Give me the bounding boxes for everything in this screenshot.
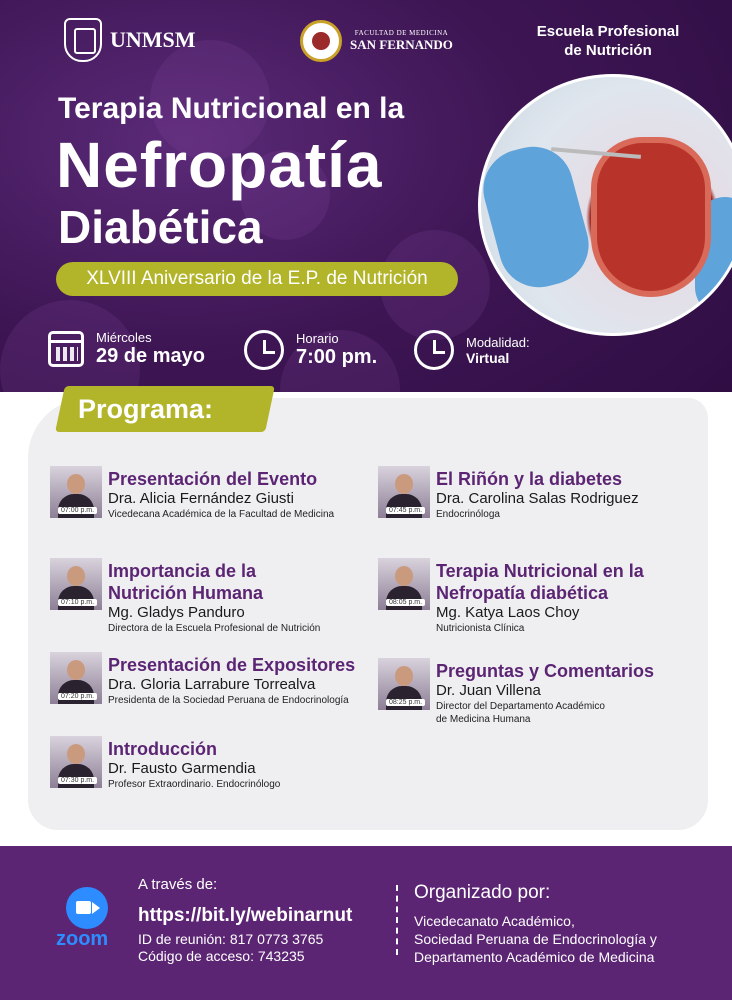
item-role: Presidenta de la Sociedad Peruana de Endocrinología [108, 695, 349, 706]
faculty-seal-icon [300, 20, 342, 62]
item-title-line-2: Nutrición Humana [108, 583, 264, 603]
clock-icon [414, 330, 454, 370]
passcode: Código de acceso: 743235 [138, 948, 305, 964]
title-line-2: Nefropatía [56, 129, 383, 201]
via-label: A través de: [138, 876, 218, 893]
organizer-line: Departamento Académico de Medicina [414, 949, 655, 965]
organizer-line: Vicedecanato Académico, [414, 913, 575, 929]
mode-label: Modalidad: [466, 334, 530, 350]
item-title: El Riñón y la diabetes [436, 469, 623, 489]
calendar-icon [48, 331, 84, 367]
anniversary-banner: XLVIII Aniversario de la E.P. de Nutrición [56, 262, 458, 296]
item-time: 08:25 p.m. [386, 699, 425, 706]
title-line-1: Terapia Nutricional en la [58, 92, 405, 125]
organizer-line: Sociedad Peruana de Endocrinología y [414, 931, 657, 947]
speaker-photo [378, 466, 430, 518]
university-name: UNMSM [110, 27, 196, 52]
mode-value: Virtual [466, 349, 510, 366]
organized-by-label: Organizado por: [414, 882, 551, 903]
item-title-line-2: Nefropatía diabética [436, 583, 609, 603]
organizers [414, 882, 657, 966]
item-role: Director del Departamento Académico [436, 701, 605, 712]
item-title: Terapia Nutricional en la [436, 561, 644, 581]
item-speaker: Dr. Fausto Garmendia [108, 760, 256, 777]
zoom-logo: zoom [56, 928, 109, 950]
access-info [138, 876, 352, 965]
date-value: 29 de mayo [96, 345, 205, 367]
item-speaker: Dra. Carolina Salas Rodriguez [436, 490, 639, 507]
speaker-photo [378, 658, 430, 710]
item-title: Preguntas y Comentarios [436, 661, 655, 681]
faculty-name: SAN FERNANDO [350, 37, 453, 52]
item-title: Introducción [108, 739, 217, 759]
time-value: 7:00 pm. [296, 346, 378, 368]
item-speaker: Mg. Gladys Panduro [108, 604, 245, 621]
clock-icon [244, 330, 284, 370]
speaker-photo [50, 466, 102, 518]
kidney-illustration [591, 137, 711, 297]
kidney-photo [478, 74, 732, 336]
school-name: Escuela Profesional de Nutrición [536, 23, 680, 59]
item-title: Importancia de la [108, 561, 257, 581]
day-label: Miércoles [96, 330, 152, 345]
university-crest-icon [64, 18, 102, 62]
item-role: Endocrinóloga [436, 509, 500, 520]
item-speaker: Mg. Katya Laos Choy [436, 604, 580, 621]
unmsm-logo [64, 18, 196, 62]
item-role: Vicedecana Académica de la Facultad de Medicina [108, 509, 335, 520]
mode-info [414, 330, 530, 370]
date-info [48, 330, 205, 368]
item-title: Presentación del Evento [108, 469, 318, 489]
item-role: Directora de la Escuela Profesional de Nutrición [108, 623, 321, 634]
item-speaker: Dr. Juan Villena [436, 682, 541, 699]
meeting-id: ID de reunión: 817 0773 3765 [138, 931, 324, 947]
item-role-line-2: de Medicina Humana [436, 714, 531, 725]
item-speaker: Dra. Alicia Fernández Giusti [108, 490, 294, 507]
item-role: Nutricionista Clínica [436, 623, 525, 634]
item-time: 07:10 p.m. [58, 599, 97, 606]
faculty-small-label: FACULTAD DE MEDICINA [354, 29, 449, 37]
speaker-photo [50, 652, 102, 704]
item-speaker: Dra. Gloria Larrabure Torrealva [108, 676, 316, 693]
speaker-photo [378, 558, 430, 610]
program-heading: Programa: [55, 386, 275, 432]
faculty-logo [300, 20, 453, 62]
webinar-link[interactable]: https://bit.ly/webinarnut [138, 905, 353, 926]
time-info [244, 330, 377, 370]
item-title: Presentación de Expositores [108, 655, 356, 675]
item-role: Profesor Extraordinario. Endocrinólogo [108, 779, 281, 790]
item-time: 08:05 p.m. [386, 599, 425, 606]
item-time: 07:20 p.m. [58, 693, 97, 700]
footer-divider [396, 885, 398, 955]
time-label: Horario [296, 331, 339, 346]
speaker-photo [50, 736, 102, 788]
item-time: 07:45 p.m. [386, 507, 425, 514]
item-time: 07:30 p.m. [58, 777, 97, 784]
zoom-camera-icon [66, 887, 108, 929]
item-time: 07:00 p.m. [58, 507, 97, 514]
title-line-3: Diabética [58, 201, 263, 253]
speaker-photo [50, 558, 102, 610]
